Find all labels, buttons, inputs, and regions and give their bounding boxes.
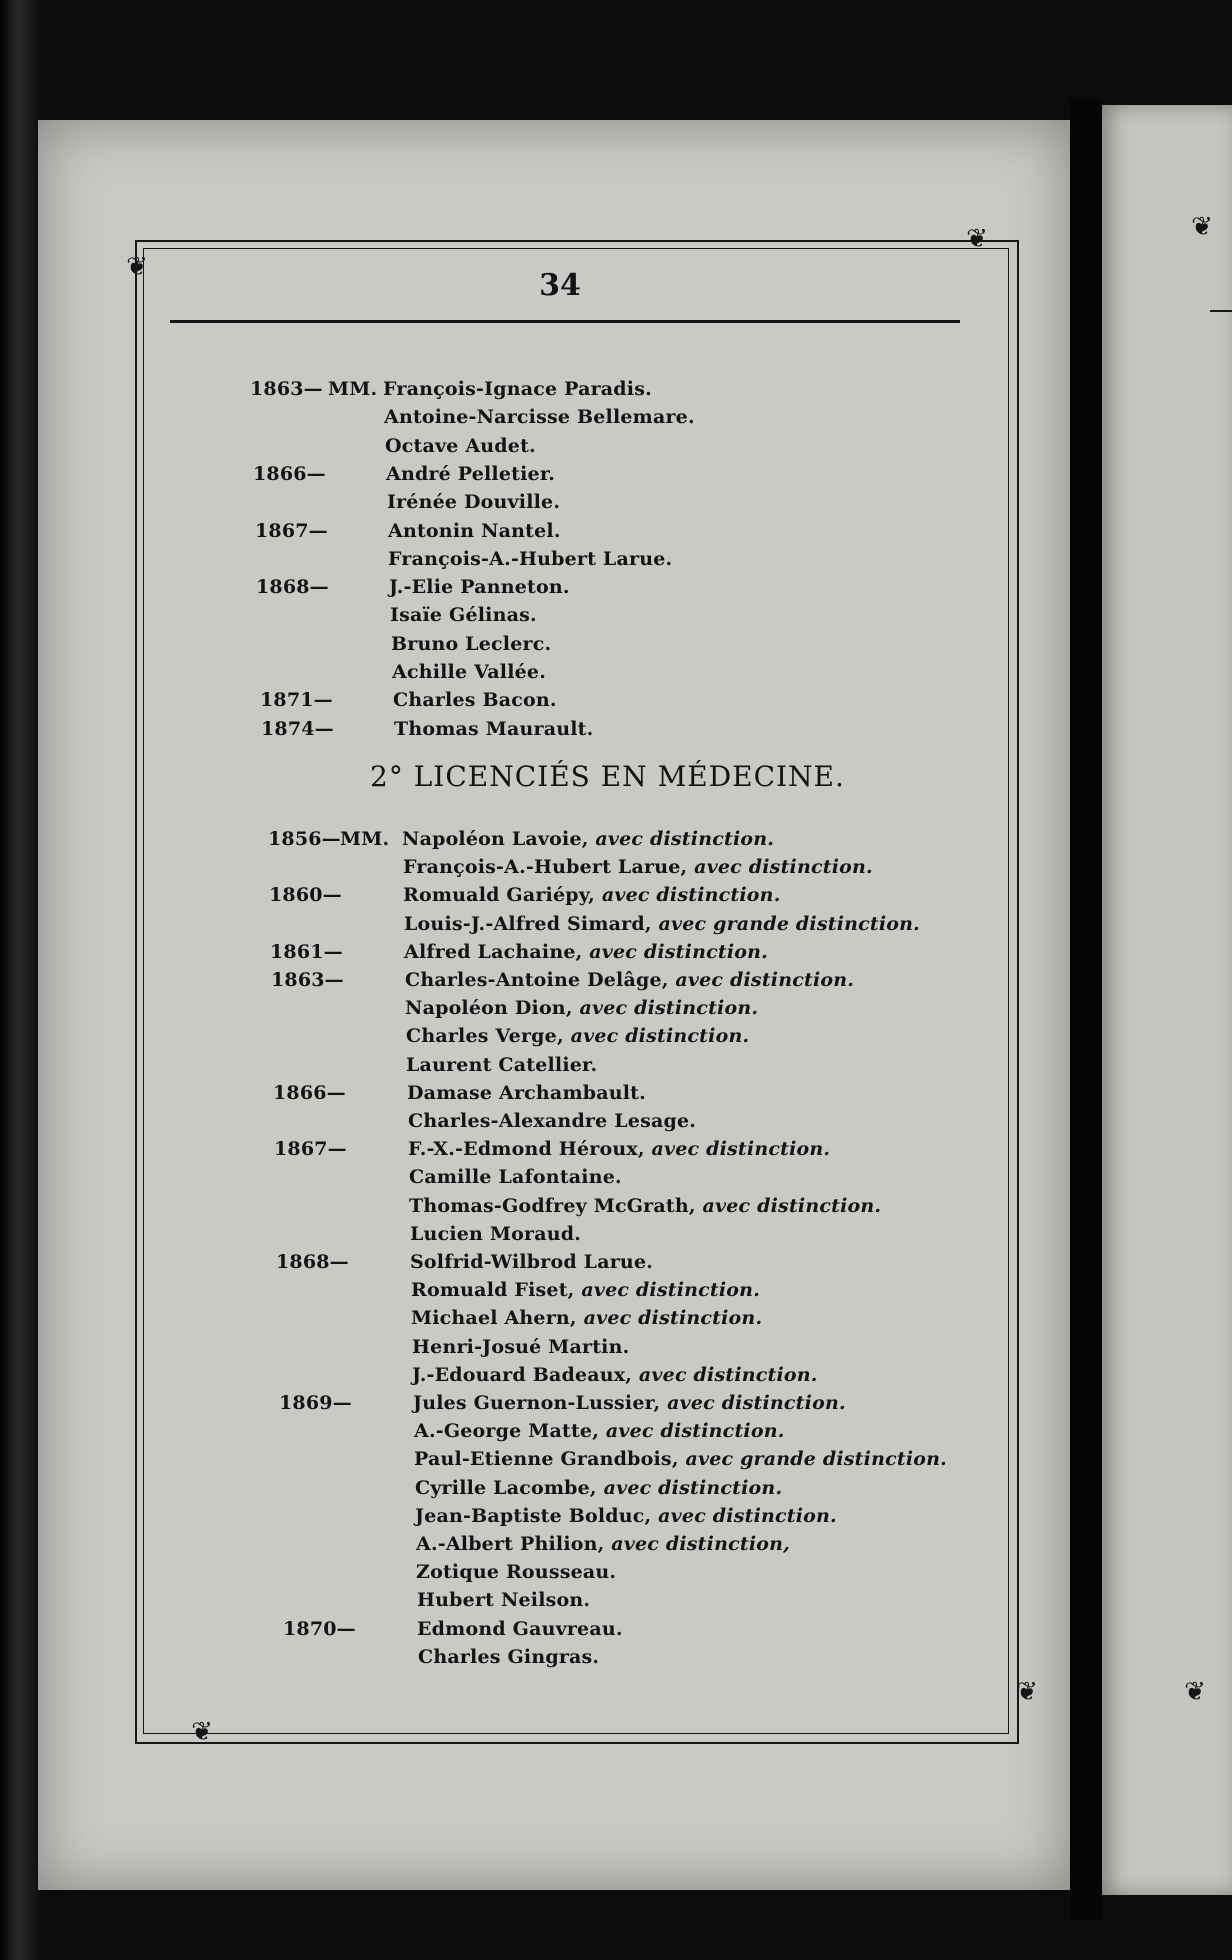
person-name: Romuald Fiset, — [411, 1279, 582, 1302]
person-name: F.-X.-Edmond Héroux, — [408, 1138, 652, 1161]
person-entry — [406, 1022, 749, 1050]
list-item — [0, 1276, 1060, 1304]
list-item — [0, 1051, 1060, 1079]
person-name: Thomas-Godfrey McGrath, — [409, 1194, 703, 1217]
list-item — [0, 601, 1060, 629]
list-item — [0, 825, 1060, 853]
person-name: Charles Gingras. — [418, 1645, 600, 1668]
person-name: Charles Bacon. — [393, 689, 557, 712]
person-entry — [387, 488, 560, 516]
person-name: Antonin Nantel. — [388, 519, 561, 542]
person-name: Damase Archambault. — [407, 1081, 646, 1104]
list-item — [0, 1586, 1060, 1614]
fleuron-ornament-icon: ❦ — [1184, 1677, 1206, 1707]
person-entry — [402, 825, 774, 853]
person-name: Charles-Antoine Delâge, — [405, 969, 676, 991]
list-item — [0, 517, 1060, 545]
list-item — [0, 910, 1060, 938]
list-item — [0, 1333, 1060, 1361]
person-name: Achille Vallée. — [392, 661, 547, 683]
list-item — [0, 686, 1060, 714]
person-name: Charles-Alexandre Lesage. — [408, 1110, 697, 1132]
person-entry — [403, 853, 873, 881]
person-entry — [417, 1615, 623, 1643]
person-name: Irénée Douville. — [387, 491, 561, 514]
list-item — [0, 1643, 1060, 1671]
distinction-note: avec distinction. — [694, 856, 873, 879]
person-entry — [405, 966, 854, 994]
list-item — [0, 715, 1060, 743]
list-item — [0, 1079, 1060, 1107]
person-name: J.-Edouard Badeaux, — [412, 1363, 639, 1386]
person-name: Cyrille Lacombe, — [415, 1476, 604, 1499]
list-item — [0, 1248, 1060, 1276]
person-name: Alfred Lachaine, — [404, 940, 590, 963]
person-entry — [394, 715, 593, 743]
list-item — [0, 658, 1060, 686]
person-entry — [415, 1502, 837, 1530]
person-name: Octave Audet. — [385, 434, 536, 457]
list-item — [0, 966, 1060, 994]
person-name: Zotique Rousseau. — [416, 1561, 617, 1584]
list-item — [0, 432, 1060, 460]
distinction-note: avec distinction. — [638, 1363, 818, 1386]
year-label: 1871— — [260, 689, 333, 712]
list-item — [0, 630, 1060, 658]
distinction-note: avec grande distinction. — [685, 1448, 947, 1471]
distinction-note: avec distinction. — [667, 1392, 846, 1414]
person-entry — [417, 1586, 590, 1614]
person-entry — [403, 881, 781, 909]
list-item — [0, 1615, 1060, 1643]
list-item — [0, 938, 1060, 966]
fleuron-ornament-icon: ❦ — [126, 252, 148, 282]
person-entry — [407, 1079, 646, 1107]
person-entry — [413, 1389, 846, 1417]
fleuron-ornament-icon: ❦ — [1016, 1677, 1038, 1707]
list-item — [0, 1530, 1060, 1558]
distinction-note: avec distinction. — [603, 1476, 783, 1499]
person-entry — [390, 601, 537, 629]
list-item — [0, 1417, 1060, 1445]
person-name: Edmond Gauvreau. — [417, 1617, 623, 1640]
honorific-label: MM. — [340, 828, 390, 850]
person-entry — [404, 938, 768, 966]
distinction-note: avec distinction. — [605, 1420, 785, 1443]
person-entry — [411, 1276, 760, 1304]
year-label: 1868— — [276, 1251, 349, 1273]
person-name: Antoine-Narcisse Bellemare. — [384, 406, 695, 429]
person-entry — [404, 910, 920, 938]
person-name: Camille Lafontaine. — [409, 1166, 622, 1189]
distinction-note: avec distinction. — [595, 828, 775, 850]
year-label: 1866— — [253, 462, 326, 485]
fleuron-ornament-icon: ❦ — [191, 1717, 213, 1747]
list-item — [0, 375, 1060, 403]
list-item — [0, 1192, 1060, 1220]
fleuron-ornament-icon: ❦ — [966, 224, 988, 254]
year-label: 1868— — [256, 576, 329, 599]
person-name: Louis-J.-Alfred Simard, — [404, 912, 659, 935]
person-name: Napoléon Dion, — [405, 997, 580, 1020]
person-name: François-A.-Hubert Larue, — [403, 856, 695, 879]
list-item — [0, 994, 1060, 1022]
list-item — [0, 1502, 1060, 1530]
person-name: Isaïe Gélinas. — [390, 604, 537, 627]
list-item — [0, 881, 1060, 909]
list-item — [0, 573, 1060, 601]
person-entry — [414, 1445, 947, 1473]
distinction-note: avec distinction. — [581, 1279, 761, 1302]
year-label: 1861— — [270, 940, 343, 963]
person-entry — [386, 460, 555, 488]
distinction-note: avec distinction. — [675, 969, 855, 991]
list-item — [0, 1474, 1060, 1502]
person-entry — [410, 1248, 653, 1276]
person-name: Laurent Catellier. — [406, 1053, 598, 1076]
list-item — [0, 1304, 1060, 1332]
fleuron-ornament-icon: ❦ — [1191, 212, 1213, 242]
person-entry — [409, 1192, 881, 1220]
distinction-note: avec distinction, — [611, 1533, 790, 1555]
list-item — [0, 1163, 1060, 1191]
list-item — [0, 1389, 1060, 1417]
list-item — [0, 853, 1060, 881]
list-item — [0, 1135, 1060, 1163]
person-entry — [411, 1304, 762, 1332]
list-item — [0, 488, 1060, 516]
distinction-note: avec distinction. — [601, 884, 781, 907]
person-name: J.-Elie Panneton. — [389, 576, 570, 599]
person-name: Jules Guernon-Lussier, — [413, 1392, 668, 1414]
person-entry — [414, 1417, 785, 1445]
year-label: 1867— — [255, 519, 328, 542]
person-entry — [412, 1333, 629, 1361]
distinction-note: avec distinction. — [651, 1138, 831, 1161]
person-name: Solfrid-Wilbrod Larue. — [410, 1251, 654, 1273]
year-label: 1869— — [279, 1392, 352, 1414]
person-name: Thomas Maurault. — [394, 717, 594, 740]
person-name: Michael Ahern, — [411, 1307, 584, 1330]
year-label: 1867— — [274, 1138, 347, 1161]
year-label: 1863— — [271, 969, 344, 991]
person-entry — [406, 1051, 597, 1079]
person-name: François-Ignace Paradis. — [383, 378, 652, 400]
person-entry — [416, 1530, 790, 1558]
person-name: Charles Verge, — [406, 1025, 571, 1048]
person-entry — [385, 432, 536, 460]
person-name: A.-Albert Philion, — [416, 1533, 612, 1555]
person-name: François-A.-Hubert Larue. — [388, 547, 673, 570]
person-name: Napoléon Lavoie, — [402, 828, 596, 850]
list-item — [0, 460, 1060, 488]
distinction-note: avec distinction. — [583, 1307, 763, 1330]
person-name: Bruno Leclerc. — [391, 632, 552, 655]
person-entry — [418, 1643, 599, 1671]
person-entry — [410, 1220, 581, 1248]
list-item — [0, 1445, 1060, 1473]
person-name: A.-George Matte, — [414, 1420, 606, 1443]
person-entry — [384, 403, 695, 431]
list-item — [0, 545, 1060, 573]
list-item — [0, 1220, 1060, 1248]
year-label: 1856— — [268, 828, 341, 850]
year-label: 1870— — [283, 1617, 356, 1640]
list-item — [0, 1022, 1060, 1050]
person-entry — [408, 1135, 830, 1163]
distinction-note: avec distinction. — [570, 1025, 750, 1048]
distinction-note: avec distinction. — [589, 940, 768, 963]
person-name: Romuald Gariépy, — [403, 884, 602, 907]
year-label: 1863— — [250, 378, 323, 400]
list-item — [0, 1107, 1060, 1135]
list-item — [0, 1558, 1060, 1586]
person-entry — [393, 686, 557, 714]
person-name: Lucien Moraud. — [410, 1222, 582, 1245]
year-label: 1874— — [261, 717, 334, 740]
person-name: Paul-Etienne Grandbois, — [414, 1448, 686, 1471]
person-entry — [391, 630, 551, 658]
person-name: Jean-Baptiste Bolduc, — [415, 1504, 659, 1527]
distinction-note: avec distinction. — [658, 1504, 837, 1527]
distinction-note: avec grande distinction. — [658, 912, 920, 935]
person-entry — [388, 545, 672, 573]
person-entry — [388, 517, 561, 545]
list-item — [0, 403, 1060, 431]
person-entry — [408, 1107, 696, 1135]
person-entry — [409, 1163, 622, 1191]
person-entry — [389, 573, 570, 601]
person-entry — [412, 1361, 818, 1389]
distinction-note: avec distinction. — [702, 1194, 882, 1217]
page-number: 34 — [539, 268, 581, 303]
person-name: Hubert Neilson. — [417, 1589, 591, 1612]
section-title: 2° LICENCIÉS EN MÉDECINE. — [370, 760, 845, 793]
person-entry — [392, 658, 546, 686]
person-entry — [383, 375, 652, 403]
person-entry — [415, 1474, 782, 1502]
year-label: 1866— — [273, 1081, 346, 1104]
distinction-note: avec distinction. — [579, 997, 759, 1020]
list-item — [0, 1361, 1060, 1389]
person-entry — [405, 994, 758, 1022]
person-entry — [416, 1558, 616, 1586]
year-label: 1860— — [269, 884, 342, 907]
person-name: André Pelletier. — [386, 462, 556, 485]
person-name: Henri-Josué Martin. — [412, 1335, 630, 1358]
honorific-label: MM. — [328, 378, 378, 400]
